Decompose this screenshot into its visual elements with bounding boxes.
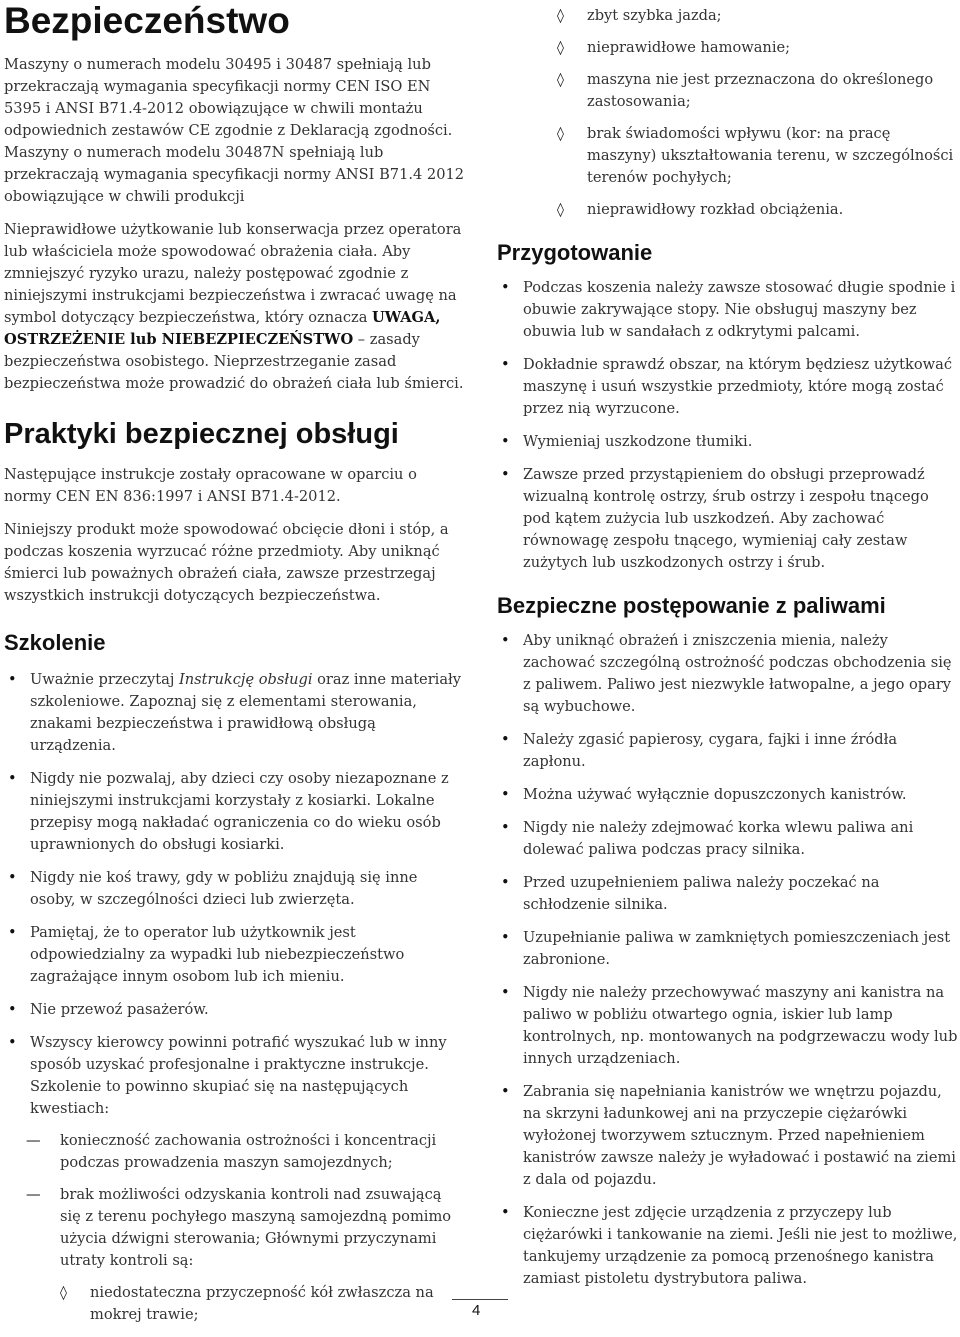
- bullet-icon: •: [8, 1001, 17, 1018]
- bullet-icon: •: [8, 869, 17, 886]
- list-item-text: Zabrania się napełniania kanistrów we wnętrzu pojazdu, na skrzyni ładunkowej ani na przyczepie ciężarówki wyłożonej tworzywem sztucznym. Przed napełnieniem kanistrów zawsze należy je wyładować i postawić na ziemi z dala od pojazdu.: [523, 1083, 956, 1188]
- list-item: [497, 784, 959, 806]
- misuse-text-b: zasady bezpieczeństwa osobistego. Nieprzestrzeganie zasad bezpieczeństwa może prowadzić do obrażeń ciała lub śmierci.: [4, 331, 464, 392]
- section-heading-safe-operation: Praktyki bezpiecznej obsługi: [4, 418, 399, 450]
- sub-list-item-text: brak możliwości odzyskania kontroli nad zsuwającą się z terenu pochyłego maszyną samojezdną pomimo użycia dźwigni sterowania; Głównymi przyczynami utraty kontroli są:: [60, 1186, 452, 1269]
- list-item-text: Aby uniknąć obrażeń i zniszczenia mienia, należy zachować szczególną ostrożność podczas obchodzenia się z paliwem. Paliwo jest niezwykle łatwopalne, a jego opary są wybuchowe.: [523, 632, 952, 715]
- cause-item: [557, 123, 959, 189]
- list-item: [497, 431, 959, 453]
- cause-item: [557, 199, 959, 221]
- list-item: [497, 277, 959, 343]
- list-item-text: Wszyscy kierowcy powinni potrafić wyszukać lub w inny sposób uzyskać profesjonalne i praktyczne instrukcje. Szkolenie to powinno skupiać się na następujących kwestiach:: [30, 1034, 447, 1117]
- list-item-text: Zawsze przed przystąpieniem do obsługi przeprowadź wizualną kontrolę ostrzy, śrub ostrzy i zespołu tnącego pod kątem zużycia lub uszkodzeń. Aby zachować równowagę zespołu tnącego, wymieniaj cały zestaw zużytych lub uszkodzonych ostrzy i śrub.: [523, 466, 929, 571]
- bullet-icon: •: [8, 770, 17, 787]
- bullet-icon: •: [8, 924, 17, 941]
- right-column: [497, 0, 959, 1301]
- cause-item-text: brak świadomości wpływu (kor: na pracę maszyny) ukształtowania terenu, w szczególności terenów pochyłych;: [587, 125, 954, 186]
- list-item-text: Nie przewoź pasażerów.: [30, 1001, 209, 1018]
- list-item: [4, 1032, 466, 1326]
- bullet-icon: •: [501, 929, 510, 946]
- cause-item-text: nieprawidłowy rozkład obciążenia.: [587, 201, 844, 218]
- list-item-text: Można używać wyłącznie dopuszczonych kanistrów.: [523, 786, 907, 803]
- list-item: [497, 464, 959, 574]
- cause-item: [557, 5, 959, 27]
- bullet-icon: •: [501, 984, 510, 1001]
- misuse-paragraph: Nieprawidłowe użytkowanie lub konserwacja przez operatora lub właściciela może spowodować obrażenia ciała. Aby zmniejszyć ryzyko urazu, należy postępować zgodnie z niniejszymi instrukcjami bezpieczeństwa i zwracać uwagę na symbol dotyczący bezpieczeństwa, który oznacza UWAGA, OSTRZEŻENIE lub NIEBEZPIECZEŃSTWO – zasady bezpieczeństwa osobistego. Nieprzestrzeganie zasad bezpieczeństwa może prowadzić do obrażeń ciała lub śmierci.: [4, 221, 464, 392]
- list-item: [497, 729, 959, 773]
- cause-item: [60, 1282, 466, 1326]
- list-item: [497, 1202, 959, 1290]
- list-item: [497, 354, 959, 420]
- list-item: [497, 927, 959, 971]
- bullet-icon: •: [501, 786, 510, 803]
- manual-reference: Instrukcję obsługi: [179, 671, 313, 688]
- training-topics-list: [26, 1130, 466, 1326]
- diamond-icon: ◊: [557, 8, 564, 24]
- list-item-text: Nigdy nie należy przechowywać maszyny ani kanistra na paliwo w pobliżu otwartego ognia, iskier lub lamp kontrolnych, np. montowanych na podgrzewaczu wody lub innych urządzeniach.: [523, 984, 958, 1067]
- footer-rule: [452, 1299, 508, 1300]
- preparation-list: [497, 277, 959, 574]
- sub-list-item: [26, 1130, 466, 1174]
- bullet-icon: •: [501, 731, 510, 748]
- section-heading-fuel-handling: Bezpieczne postępowanie z paliwami: [497, 593, 886, 618]
- standards-paragraph: Następujące instrukcje zostały opracowane w oparciu o normy CEN EN 836:1997 i ANSI B71.4-2012.: [4, 466, 417, 505]
- bullet-icon: •: [8, 671, 17, 688]
- diamond-icon: ◊: [557, 202, 564, 218]
- list-item-text: Nigdy nie należy zdejmować korka wlewu paliwa ani dolewać paliwa podczas pracy silnika.: [523, 819, 914, 858]
- signal-words: UWAGA, OSTRZEŻENIE lub NIEBEZPIECZEŃSTWO: [4, 309, 441, 348]
- bullet-icon: •: [501, 466, 510, 483]
- bullet-icon: •: [501, 279, 510, 296]
- diamond-icon: ◊: [557, 126, 564, 142]
- section-heading-training: Szkolenie: [4, 630, 106, 655]
- hazard-paragraph: Niniejszy produkt może spowodować obcięcie dłoni i stóp, a podczas koszenia wyrzucać różne przedmioty. Aby uniknąć śmierci lub poważnych obrażeń ciała, zawsze przestrzegaj wszystkich instrukcji dotyczących bezpieczeństwa.: [4, 521, 449, 604]
- cause-item: [557, 37, 959, 59]
- section-heading-preparation: Przygotowanie: [497, 240, 653, 265]
- list-item-text: Wymieniaj uszkodzone tłumiki.: [523, 433, 753, 450]
- list-item: [4, 669, 466, 757]
- list-item-text: Nigdy nie koś trawy, gdy w pobliżu znajdują się inne osoby, w szczególności dzieci lub zwierzęta.: [30, 869, 418, 908]
- list-item-text: Konieczne jest zdjęcie urządzenia z przyczepy lub ciężarówki i tankowanie na ziemi. Jeśli nie jest to możliwe, tankujemy urządzenie za pomocą przenośnego kanistra zamiast pistoletu dystrybutora paliwa.: [523, 1204, 958, 1287]
- dash-icon: —: [26, 1132, 41, 1149]
- list-item-text: Dokładnie sprawdź obszar, na którym będziesz użytkować maszynę i usuń wszystkie przedmioty, które mogą zostać przez nią wyrzucone.: [523, 356, 953, 417]
- list-item-text: Podczas koszenia należy zawsze stosować długie spodnie i obuwie zakrywające stopy. Nie obsługuj maszyny bez obuwia lub w sandałach z odkrytymi palcami.: [523, 279, 956, 340]
- list-item-text: Nigdy nie pozwalaj, aby dzieci czy osoby niezapoznane z niniejszymi instrukcjami korzystały z kosiarki. Lokalne przepisy mogą nakładać ograniczenia co do wieku osób uprawnionych do obsługi kosiarki.: [30, 770, 449, 853]
- list-item: [497, 1081, 959, 1191]
- diamond-icon: ◊: [557, 40, 564, 56]
- bullet-icon: •: [501, 1204, 510, 1221]
- list-item: [4, 999, 466, 1021]
- compliance-paragraph: Maszyny o numerach modelu 30495 i 30487 spełniają lub przekraczają wymagania specyfikacji normy CEN ISO EN 5395 i ANSI B71.4-2012 obowiązujące w chwili montażu odpowiednich zestawów CE zgodnie z Deklaracją zgodności. Maszyny o numerach modelu 30487N spełniają lub przekraczają wymagania specyfikacji normy ANSI B71.4 2012 obowiązujące w chwili produkcji: [4, 56, 465, 205]
- bullet-icon: •: [501, 356, 510, 373]
- cause-item-text: nieprawidłowe hamowanie;: [587, 39, 791, 56]
- list-item: [497, 630, 959, 718]
- diamond-icon: ◊: [557, 72, 564, 88]
- list-item: [497, 872, 959, 916]
- control-loss-causes-list: [60, 1282, 466, 1326]
- list-item: [4, 867, 466, 911]
- bullet-icon: •: [501, 874, 510, 891]
- bullet-icon: •: [501, 632, 510, 649]
- list-item: [4, 922, 466, 988]
- dash-icon: —: [26, 1186, 41, 1203]
- misuse-text-a: Nieprawidłowe użytkowanie lub konserwacja przez operatora lub właściciela może spowodować obrażenia ciała. Aby zmniejszyć ryzyko urazu, należy postępować zgodnie z niniejszymi instrukcjami bezpieczeństwa i zwracać uwagę na symbol dotyczący bezpieczeństwa, który oznacza: [4, 221, 462, 326]
- list-item-text-a: Uważnie przeczytaj: [30, 671, 175, 688]
- list-item-text: Pamiętaj, że to operator lub użytkownik jest odpowiedzialny za wypadki lub niebezpieczeństwo zagrażające innym osobom lub ich mieniu.: [30, 924, 405, 985]
- sub-list-item: [26, 1184, 466, 1326]
- training-list: [4, 669, 466, 1326]
- cause-item: [557, 69, 959, 113]
- list-item-text: Należy zgasić papierosy, cygara, fajki i inne źródła zapłonu.: [523, 731, 898, 770]
- diamond-icon: ◊: [60, 1285, 67, 1301]
- cause-item-text: maszyna nie jest przeznaczona do określonego zastosowania;: [587, 71, 934, 110]
- sub-list-item-text: konieczność zachowania ostrożności i koncentracji podczas prowadzenia maszyn samojezdnych;: [60, 1132, 437, 1171]
- left-column: [4, 0, 466, 1337]
- bullet-icon: •: [501, 433, 510, 450]
- control-loss-causes-list-continued: [557, 5, 959, 221]
- list-item-text: Przed uzupełnieniem paliwa należy poczekać na schłodzenie silnika.: [523, 874, 880, 913]
- cause-item-text: zbyt szybka jazda;: [587, 7, 722, 24]
- bullet-icon: •: [501, 819, 510, 836]
- list-item: [497, 982, 959, 1070]
- page-title: Bezpieczeństwo: [4, 0, 290, 41]
- fuel-handling-list: [497, 630, 959, 1290]
- bullet-icon: •: [8, 1034, 17, 1051]
- bullet-icon: •: [501, 1083, 510, 1100]
- list-item: [4, 768, 466, 856]
- list-item-text: Uzupełnianie paliwa w zamkniętych pomieszczeniach jest zabronione.: [523, 929, 951, 968]
- page-number: 4: [472, 1302, 481, 1319]
- list-item-text-b: oraz inne materiały szkoleniowe. Zapoznaj się z elementami sterowania, znakami bezpieczeństwa i prawidłową obsługą urządzenia.: [30, 671, 462, 754]
- list-item: [497, 817, 959, 861]
- cause-item-text: niedostateczna przyczepność kół zwłaszcza na mokrej trawie;: [90, 1284, 434, 1323]
